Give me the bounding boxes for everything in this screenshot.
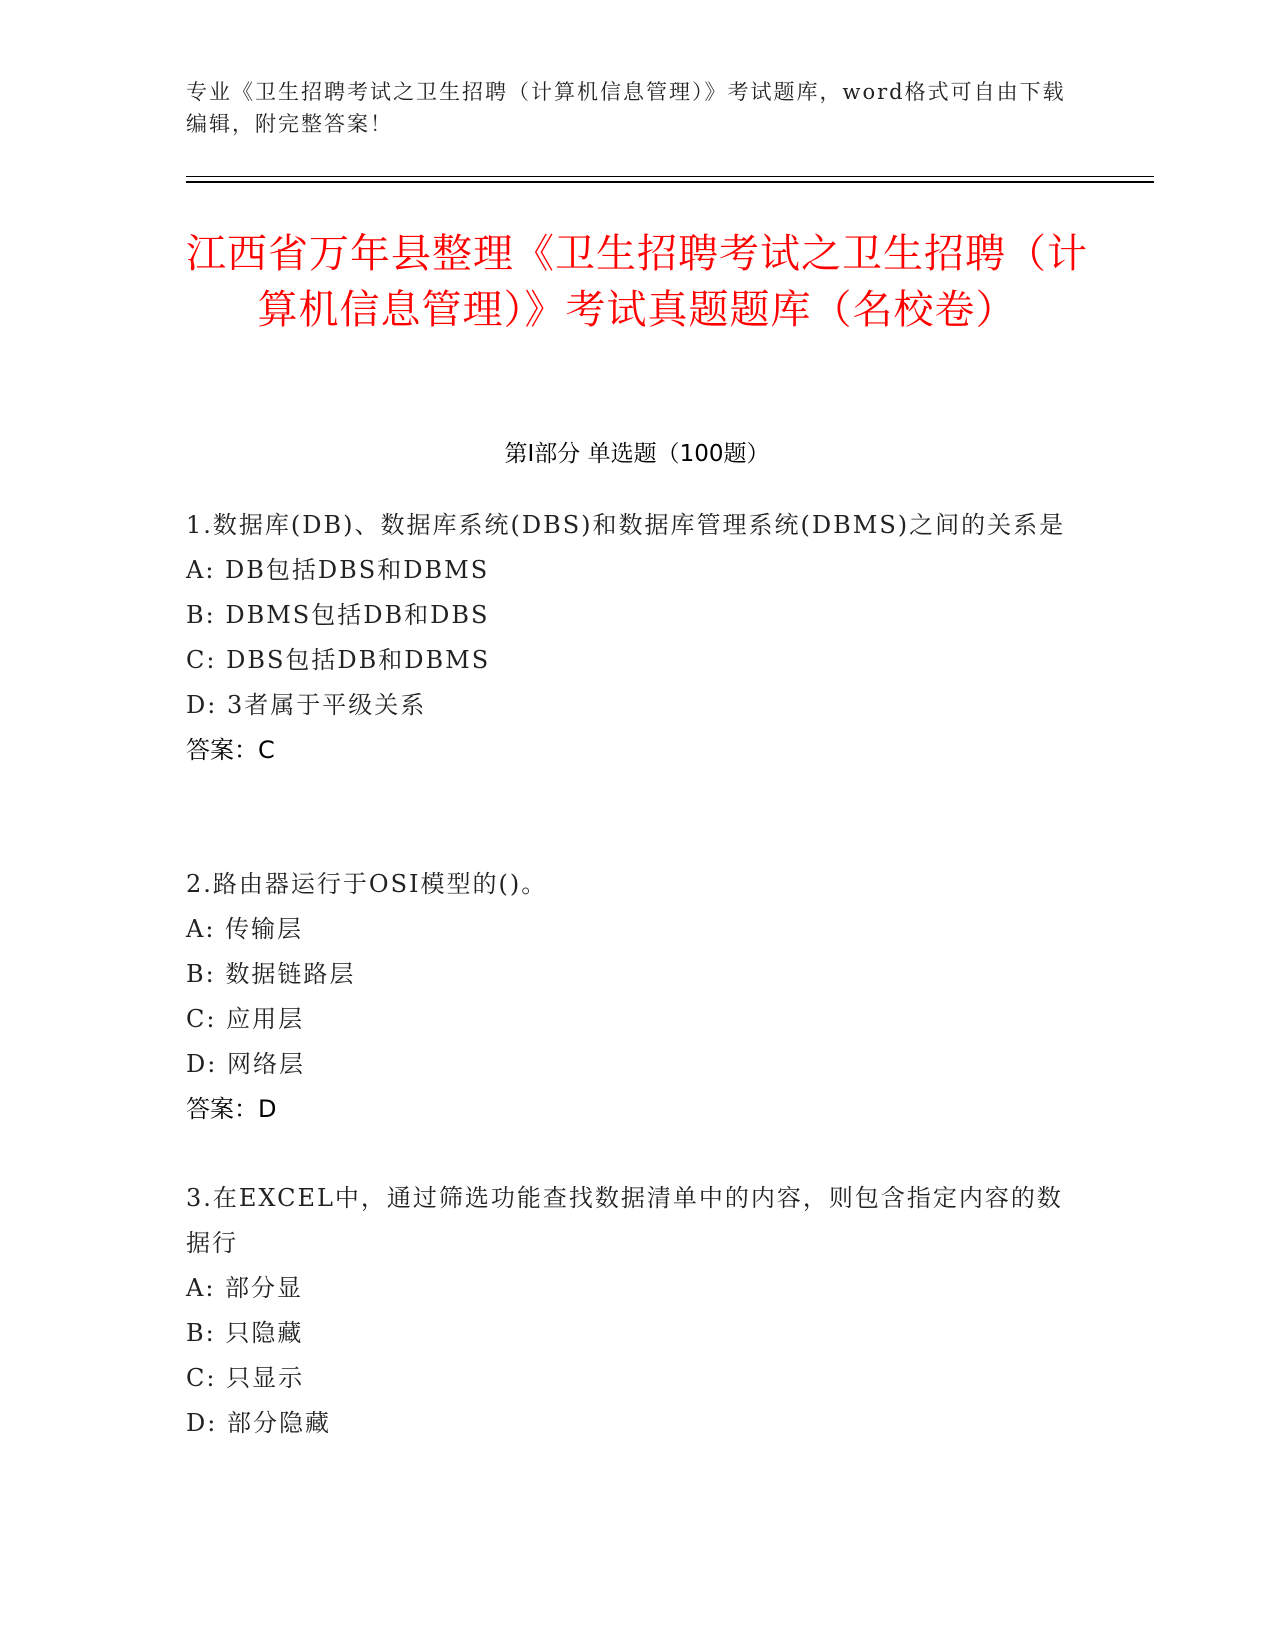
answer-line: 答案：C bbox=[186, 736, 275, 764]
option-c: C: 应用层 bbox=[186, 1005, 305, 1033]
option-d: D: 3者属于平级关系 bbox=[186, 691, 427, 719]
header-divider-thin bbox=[186, 176, 1154, 177]
question-stem: 3.在EXCEL中，通过筛选功能查找数据清单中的内容，则包含指定内容的数据行 bbox=[186, 1184, 1063, 1257]
option-a: A: 传输层 bbox=[186, 915, 304, 943]
question-stem: 2.路由器运行于OSI模型的()。 bbox=[186, 870, 548, 898]
answer-line: 答案：D bbox=[186, 1095, 277, 1123]
question-3 bbox=[186, 1176, 1066, 1446]
intro-text: 专业《卫生招聘考试之卫生招聘（计算机信息管理）》考试题库，word格式可自由下载编辑，附完整答案！ bbox=[186, 80, 1066, 136]
option-a: A: DB包括DBS和DBMS bbox=[186, 556, 490, 584]
option-b: B: 数据链路层 bbox=[186, 960, 356, 988]
option-b: B: DBMS包括DB和DBS bbox=[186, 601, 490, 629]
option-d: D: 部分隐藏 bbox=[186, 1409, 331, 1437]
question-stem: 1.数据库(DB)、数据库系统(DBS)和数据库管理系统(DBMS)之间的关系是 bbox=[186, 511, 1066, 539]
question-1 bbox=[186, 503, 1066, 773]
section-heading: 第Ⅰ部分 单选题（100题） bbox=[504, 441, 770, 467]
option-c: C: 只显示 bbox=[186, 1364, 305, 1392]
document-title: 江西省万年县整理《卫生招聘考试之卫生招聘（计算机信息管理）》考试真题题库（名校卷） bbox=[186, 231, 1088, 333]
option-d: D: 网络层 bbox=[186, 1050, 305, 1078]
option-b: B: 只隐藏 bbox=[186, 1319, 304, 1347]
option-c: C: DBS包括DB和DBMS bbox=[186, 646, 491, 674]
header-divider-thick bbox=[186, 181, 1154, 183]
option-a: A: 部分显 bbox=[186, 1274, 304, 1302]
question-2 bbox=[186, 862, 1066, 1132]
